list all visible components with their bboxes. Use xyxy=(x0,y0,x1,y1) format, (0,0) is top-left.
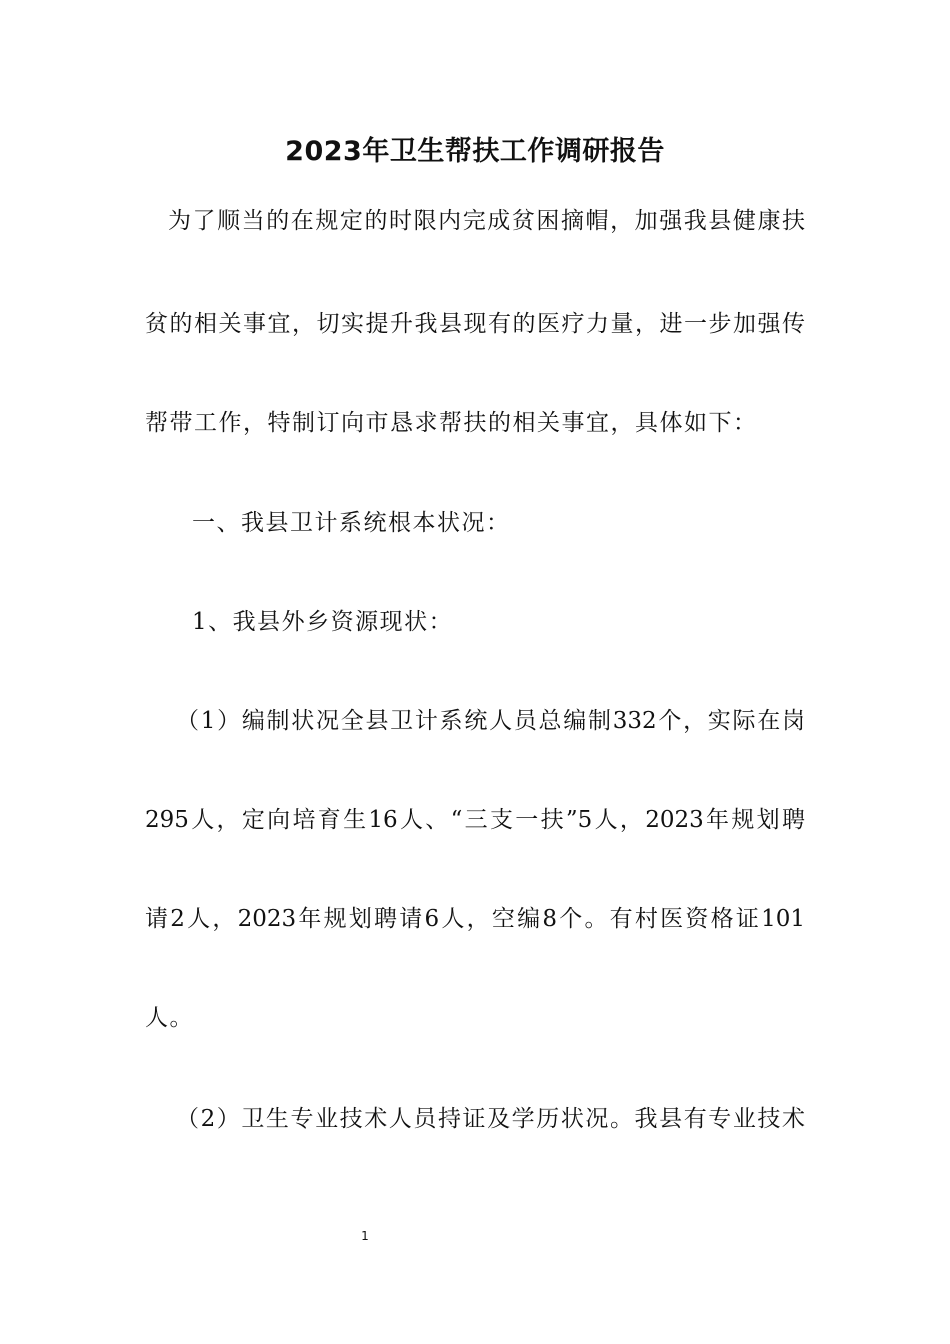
subsection-heading-1: 1、我县外乡资源现状： xyxy=(192,609,454,635)
section-heading-1: 一、我县卫计系统根本状况： xyxy=(192,510,511,536)
paragraph-line-3: 帮带工作，特制订向市恳求帮扶的相关事宜，具体如下： xyxy=(145,410,758,436)
paragraph-line-5: 295人，定向培育生16人、“三支一扶”5人，2023年规划聘 xyxy=(145,807,805,833)
paragraph-line-6: 请2人，2023年规划聘请6人，空编8个。有村医资格证101 xyxy=(145,906,805,932)
paragraph-line-1: 为了顺当的在规定的时限内完成贫困摘帽，加强我县健康扶 xyxy=(168,208,805,234)
paragraph-line-7: 人。 xyxy=(145,1005,194,1031)
page-number: 1 xyxy=(361,1229,369,1243)
paragraph-line-2: 贫的相关事宜，切实提升我县现有的医疗力量，进一步加强传 xyxy=(145,311,805,337)
paragraph-line-8: （2）卫生专业技术人员持证及学历状况。我县有专业技术 xyxy=(176,1106,805,1132)
paragraph-line-4: （1）编制状况全县卫计系统人员总编制332个，实际在岗 xyxy=(176,708,805,734)
document-title: 2023年卫生帮扶工作调研报告 xyxy=(285,136,665,167)
